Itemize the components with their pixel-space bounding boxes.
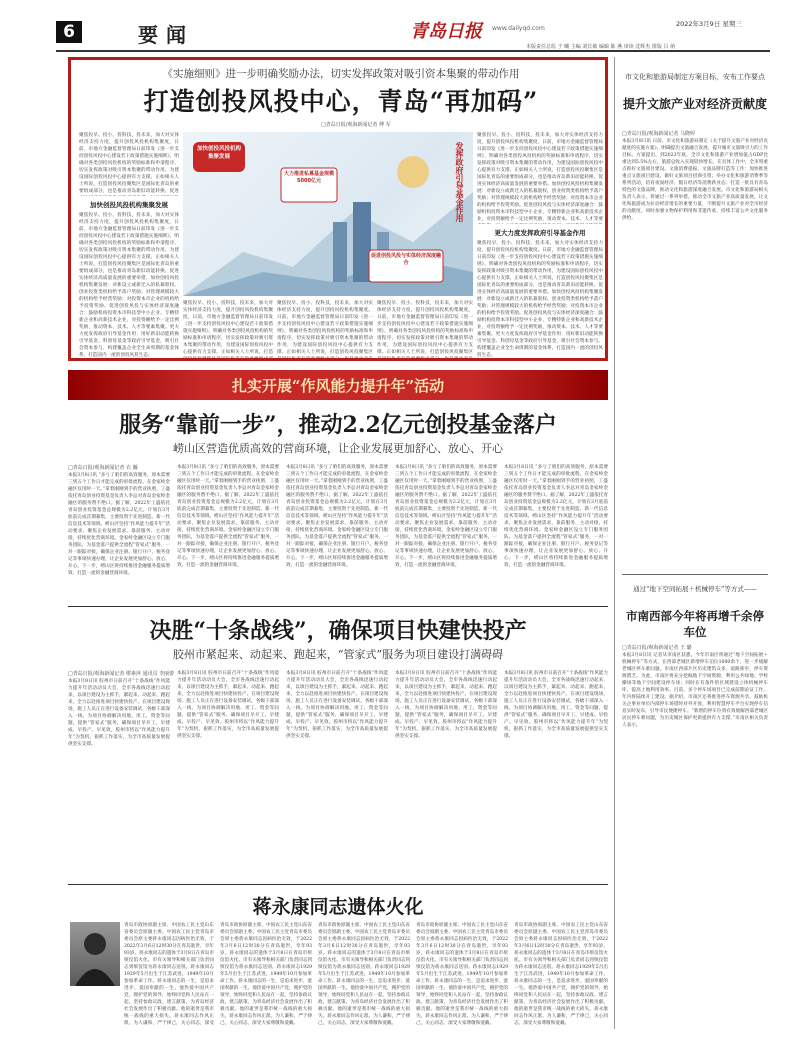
- sidebar2-byline: □青岛日报/观海新闻记者 王 璐: [622, 645, 692, 651]
- main-body-col2c: 聚焦投早、投小、投科技，投未来，加大对实体经济支持力度，提升创投风投机构集聚度。日前，市地方金融监督管理局日前印发《进一步支持创投风投中心建设若干政策措施实施细则》，明确对各类创投风投机构的奖励标准和申请程序，切实发挥政策对吸引资本集聚的带动作用，为建设国际创投风投中心提供有力支撑。正如相关人士所说，打造创投风投聚集区: [377, 301, 473, 355]
- obituary-headline: 蒋永康同志遗体火化: [252, 896, 424, 918]
- story2-col3: 本报3月8日讯 “多亏了咱们的高效服务，原本需要三到五个工作日才能完成的审批流程，在金家岭金融区仅用时一天。”拿着刚刚到手的营业执照，工盛依托青岛创业投资基金负责人李总对青岛金家岭金融区的服务赞不绝口。据了解，2022年工盛依托青岛创业投资基金总规模为2.2亿元，计划在3月底前完成首期募集，主要投资于先进制造、新一代信息技术等领域。崂山区坚持“作风能力提升年”活动要求，聚焦企业发展需求，靠前服务、主动对接，持续优化营商环境。金家岭金融区设立专门服务团队，为基金落户提供全流程“管家式”服务，一对一跟踪对接，确保企业注册、银行开户、税务登记等事项快速办理，让企业发展更加舒心、放心、开心。下一步，崂山区将持续推进金融服务提质增效，打造一流的金融营商环境。: [286, 465, 388, 568]
- main-subhead-1: 加快创投风投机构集聚发展: [90, 201, 168, 209]
- story3-col3: 本报3月8日讯 胶州市日前召开“十条战线”作风能力提升年活动动员大会，全市各战线迅速行动起来，以项目建设为主抓手，紧起来、动起来、跑起来，全力以赴推进项目快建快投产。在项目建设现场，施工人员正在进行设备安装调试，各级干部深入一线，为项目协调解决用地、用工、资金等问题，提供“管家式”服务，确保项目早开工、早建成、早投产、早见效。胶州市将以“作风能力提升年”为契机，狠抓工作落实，为全市高质量发展提供坚实支撑。: [286, 671, 388, 739]
- obituary-portrait: [70, 922, 120, 986]
- story3-col1: 本报3月8日讯 胶州市日前召开“十条战线”作风能力提升年活动动员大会，全市各战线迅速行动起来，以项目建设为主抓手，紧起来、动起来、跑起来，全力以赴推进项目快建快投产。在项目建设现场，施工人员正在进行设备安装调试，各级干部深入一线，为项目协调解决用地、用工、资金等问题，提供“管家式”服务，确保项目早开工、早建成、早投产、早见效。胶州市将以“作风能力提升年”为契机，狠抓工作落实，为全市高质量发展提供坚实支撑。: [68, 679, 170, 747]
- sidebar1-headline: 提升文旅产业对经济贡献度: [622, 97, 767, 111]
- sidebar2-headline: 市南西部今年将再增千余停车位: [626, 609, 764, 639]
- story3-col2: 本报3月8日讯 胶州市日前召开“十条战线”作风能力提升年活动动员大会，全市各战线迅速行动起来，以项目建设为主抓手，紧起来、动起来、跑起来，全力以赴推进项目快建快投产。在项目建设现场，施工人员正在进行设备安装调试，各级干部深入一线，为项目协调解决用地、用工、资金等问题，提供“管家式”服务，确保项目早开工、早建成、早投产、早见效。胶州市将以“作风能力提升年”为契机，狠抓工作落实，为全市高质量发展提供坚实支撑。: [177, 671, 279, 739]
- story2-col4: 本报3月8日讯 “多亏了咱们的高效服务，原本需要三到五个工作日才能完成的审批流程，在金家岭金融区仅用时一天。”拿着刚刚到手的营业执照，工盛依托青岛创业投资基金负责人李总对青岛金家岭金融区的服务赞不绝口。据了解，2022年工盛依托青岛创业投资基金总规模为2.2亿元，计划在3月底前完成首期募集，主要投资于先进制造、新一代信息技术等领域。崂山区坚持“作风能力提升年”活动要求，聚焦企业发展需求，靠前服务、主动对接，持续优化营商环境。金家岭金融区设立专门服务团队，为基金落户提供全流程“管家式”服务，一对一跟踪对接，确保企业注册、银行开户、税务登记等事项快速办理，让企业发展更加舒心、放心、开心。下一步，崂山区将持续推进金融服务提质增效，打造一流的金融营商环境。: [395, 465, 497, 568]
- main-body-col3: 聚焦投早、投小、投科技，投未来，加大对实体经济支持力度，提升创投风投机构集聚度。日前，市地方金融监督管理局日前印发《进一步支持创投风投中心建设若干政策措施实施细则》，明确对各类创投风投机构的奖励标准和申请程序，切实发挥政策对吸引资本集聚的带动作用，为建设国际创投风投中心提供有力支撑。正如相关人士所说，打造创投风投聚集区是国际化青岛的重要组成部分，也是推动青岛新旧动能转换、促进实体经济高质量发展的重要举措。加快创投风投机构集聚发展：对新设立或新迁入的私募股权、创业投资类机构给予落户奖励；对管理规模较大的机构给予经营奖励；对投资本市企业的机构给予投资奖励。促进创投风投与实体经济深度融合：鼓励机构投资本市科技型中小企业、专精特新企业和高新技术企业，对投资额给予一定比例奖励，推动资本、技术、人才等要: [477, 133, 603, 222]
- masthead: [56, 15, 770, 55]
- story2-rule: [68, 606, 608, 607]
- story2-subheadline: 崂山区营造优质高效的营商环境，让企业发展更加舒心、放心、开心: [173, 442, 503, 455]
- sidebar2-kicker: 通过“地下空间拓展＋机械停车”等方式——: [633, 585, 757, 593]
- obituary-col2: 青岛市政协原副主席、中国农工民主党山东省委员会原副主委、中国农工民主党青岛市委员会原主委蒋永康同志因病医治无效，于2022年3月6日12时30分在青岛逝世，享年93岁。蒋永康同志的遗体于3月8日在青岛市殡仪馆火化。市有关领导和相关部门负责同志到殡仪馆为蒋永康同志送别。蒋永康同志1929年5月出生于江苏武进，1949年10月参加革命工作。蒋永康同志的一生，是追求进步、爱国奉献的一生。他热爱中国共产党，拥护党的领导，始终同党和人民站在一起，坚持参政议政、建言献策，为青岛经济社会发展作出了积极贡献。他的逝世是我市统一战线的重大损失。蒋永康同志作风正派、为人谦和，严于律己，关心同志，深受大家尊敬和爱戴。: [220, 923, 312, 1026]
- main-graphic: [183, 132, 473, 296]
- sidebar-rule: [622, 574, 768, 575]
- story2-col5: 本报3月8日讯 “多亏了咱们的高效服务，原本需要三到五个工作日才能完成的审批流程，在金家岭金融区仅用时一天。”拿着刚刚到手的营业执照，工盛依托青岛创业投资基金负责人李总对青岛金家岭金融区的服务赞不绝口。据了解，2022年工盛依托青岛创业投资基金总规模为2.2亿元，计划在3月底前完成首期募集，主要投资于先进制造、新一代信息技术等领域。崂山区坚持“作风能力提升年”活动要求，聚焦企业发展需求，靠前服务、主动对接，持续优化营商环境。金家岭金融区设立专门服务团队，为基金落户提供全流程“管家式”服务，一对一跟踪对接，确保企业注册、银行开户、税务登记等事项快速办理，让企业发展更加舒心、放心、开心。下一步，崂山区将持续推进金融服务提质增效，打造一流的金融营商环境。: [504, 465, 608, 568]
- story3-byline: □青岛日报/观海新闻记者 缪素萍 通讯员 李丽蕾: [68, 671, 175, 677]
- issue-date: 2022年3月9日 星期三: [676, 20, 742, 28]
- obituary-col5: 青岛市政协原副主席、中国农工民主党山东省委员会原副主委、中国农工民主党青岛市委员会原主委蒋永康同志因病医治无效，于2022年3月6日12时30分在青岛逝世，享年93岁。蒋永康同志的遗体于3月8日在青岛市殡仪馆火化。市有关领导和相关部门负责同志到殡仪馆为蒋永康同志送别。蒋永康同志1929年5月出生于江苏武进，1949年10月参加革命工作。蒋永康同志的一生，是追求进步、爱国奉献的一生。他热爱中国共产党，拥护党的领导，始终同党和人民站在一起，坚持参政议政、建言献策，为青岛经济社会发展作出了积极贡献。他的逝世是我市统一战线的重大损失。蒋永康同志作风正派、为人谦和，严于律己，关心同志，深受大家尊敬和爱戴。: [514, 923, 608, 1026]
- graphic-label-2: 大力推进私募基金规模5000亿元: [283, 171, 334, 184]
- main-kicker: 《实施细则》进一步明确奖励办法，切实发挥政策对吸引资本集聚的带动作用: [162, 68, 520, 80]
- sidebar1-kicker: 市文化和旅游局制定方案目标，安布工作要点: [625, 73, 765, 81]
- sidebar1-byline: □青岛日报/观海新闻记者 马晓婷: [622, 131, 695, 137]
- main-headline: 打造创投风投中心，青岛“再加码”: [143, 87, 539, 116]
- story2-byline: □青岛日报/观海新闻记者 衣 瀚: [68, 465, 138, 471]
- obituary-col4: 青岛市政协原副主席、中国农工民主党山东省委员会原副主委、中国农工民主党青岛市委员会原主委蒋永康同志因病医治无效，于2022年3月6日12时30分在青岛逝世，享年93岁。蒋永康同志的遗体于3月8日在青岛市殡仪馆火化。市有关领导和相关部门负责同志到殡仪馆为蒋永康同志送别。蒋永康同志1929年5月出生于江苏武进，1949年10月参加革命工作。蒋永康同志的一生，是追求进步、爱国奉献的一生。他热爱中国共产党，拥护党的领导，始终同党和人民站在一起，坚持参政议政、建言献策，为青岛经济社会发展作出了积极贡献。他的逝世是我市统一战线的重大损失。蒋永康同志作风正派、为人谦和，严于律己，关心同志，深受大家尊敬和爱戴。: [416, 923, 508, 1026]
- portrait-silhouette: [70, 922, 120, 986]
- main-story: [68, 57, 608, 361]
- story2-headline: 服务“靠前一步”，推动2.2亿元创投基金落户: [119, 412, 557, 438]
- main-body-col2a: 聚焦投早、投小、投科技，投未来，加大对实体经济支持力度，提升创投风投机构集聚度。日前，市地方金融监督管理局日前印发《进一步支持创投风投中心建设若干政策措施实施细则》，明确对各类创投风投机构的奖励标准和申请程序，切实发挥政策对吸引资本集聚的带动作用，为建设国际创投风投中心提供有力支撑。正如相关人士所说，打造: [183, 301, 273, 355]
- main-body-col1b: 聚焦投早、投小、投科技，投未来，加大对实体经济支持力度，提升创投风投机构集聚度。日前，市地方金融监督管理局日前印发《进一步支持创投风投中心建设若干政策措施实施细则》，明确对各类创投风投机构的奖励标准和申请程序，切实发挥政策对吸引资本集聚的带动作用，为建设国际创投风投中心提供有力支撑。正如相关人士所说，打造创投风投聚集区是国际化青岛的重要组成部分，也是推动青岛新旧动能转换、促进实体经济高质量发展的重要举措。加快创投风投机构集聚发展：对新设立或新迁入的私募股权、创业投资类机构给予落户奖励；对管理规模较大的机构给予经营奖励；对投资本市企业的机构给予投资奖励。促进创投风投与实体经济深度融合：鼓励机构投资本市科技型中小企业、专精特新企业和高新技术企业，对投资额给予一定比例奖励，推动资本、技术、人才等要素集聚。更大力度发挥政府引导基金作用：用好新旧动能转换引导基金、科创母基金等政府引导基金，吸引社会资本参与，构建覆盖企业全生命周期的基金体系，打造国内一流的创投风投生态。: [79, 213, 179, 358]
- story3-rule: [68, 884, 608, 885]
- story3-headline: 决胜“十条战线”，确保项目快建快投产: [149, 618, 527, 644]
- graphic-vertical-title: 发挥政府引导基金作用: [455, 142, 465, 222]
- sidebar-divider: [614, 57, 615, 1029]
- newspaper-logo: 青岛日报: [410, 21, 482, 42]
- campaign-banner: [68, 370, 608, 400]
- page-number: 6: [56, 21, 82, 43]
- sidebar1-body: 本报3月8日讯 日前，市文化和旅游局制定《关于提升文旅产业对经济贡献度的实施方案》，明确提出文旅融合发展、提升城市文旅吸引力的工作目标。方案提出，到2022年底，全市文化和旅游产业增加值占GDP比重达到5.5%左右，旅游总收入实现较快增长。在具体工作中，全市将重点抓好文旅项目建设、文旅消费提振、文旅品牌打造等工作：加快推进重点文旅项目建设，做好文旅项目招商引资；举办文化和旅游消费季等系列活动，培育夜间经济、假日经济等消费新业态；打造一批具有青岛特色的文旅品牌，推动文化和旅游深度融合发展。市文化和旅游局相关负责人表示，将通过一系列举措，推动全市文旅产业高质量发展，让文化和旅游成为拉动经济增长的重要力量，不断提升文旅产业对全市经济的贡献度。同时加强文物保护利用和非遗传承，持续丰富公共文化服务供给。: [622, 139, 768, 221]
- obituary-col3: 青岛市政协原副主席、中国农工民主党山东省委员会原副主委、中国农工民主党青岛市委员会原主委蒋永康同志因病医治无效，于2022年3月6日12时30分在青岛逝世，享年93岁。蒋永康同志的遗体于3月8日在青岛市殡仪馆火化。市有关领导和相关部门负责同志到殡仪馆为蒋永康同志送别。蒋永康同志1929年5月出生于江苏武进，1949年10月参加革命工作。蒋永康同志的一生，是追求进步、爱国奉献的一生。他热爱中国共产党，拥护党的领导，始终同党和人民站在一起，坚持参政议政、建言献策，为青岛经济社会发展作出了积极贡献。他的逝世是我市统一战线的重大损失。蒋永康同志作风正派、为人谦和，严于律己，关心同志，深受大家尊敬和爱戴。: [318, 923, 410, 1026]
- story2-col1: 本报3月8日讯 “多亏了咱们的高效服务，原本需要三到五个工作日才能完成的审批流程，在金家岭金融区仅用时一天。”拿着刚刚到手的营业执照，工盛依托青岛创业投资基金负责人李总对青岛金家岭金融区的服务赞不绝口。据了解，2022年工盛依托青岛创业投资基金总规模为2.2亿元，计划在3月底前完成首期募集，主要投资于先进制造、新一代信息技术等领域。崂山区坚持“作风能力提升年”活动要求，聚焦企业发展需求，靠前服务、主动对接，持续优化营商环境。金家岭金融区设立专门服务团队，为基金落户提供全流程“管家式”服务，一对一跟踪对接，确保企业注册、银行开户、税务登记等事项快速办理，让企业发展更加舒心、放心、开心。下一步，崂山区将持续推进金融服务提质增效，打造一流的金融营商环境。: [68, 473, 170, 576]
- story3-subheadline: 胶州市紧起来、动起来、跑起来，“管家式”服务为项目建设打满碍碍: [172, 648, 504, 661]
- main-byline: □青岛日报/观海新闻记者 傅 军: [321, 122, 391, 128]
- main-subhead-3: 更大力度发挥政府引导基金作用: [494, 229, 586, 237]
- main-body-col3b: 聚焦投早、投小、投科技，投未来，加大对实体经济支持力度，提升创投风投机构集聚度。日前，市地方金融监督管理局日前印发《进一步支持创投风投中心建设若干政策措施实施细则》，明确对各类创投风投机构的奖励标准和申请程序，切实发挥政策对吸引资本集聚的带动作用，为建设国际创投风投中心提供有力支撑。正如相关人士所说，打造创投风投聚集区是国际化青岛的重要组成部分，也是推动青岛新旧动能转换、促进实体经济高质量发展的重要举措。加快创投风投机构集聚发展：对新设立或新迁入的私募股权、创业投资类机构给予落户奖励；对管理规模较大的机构给予经营奖励；对投资本市企业的机构给予投资奖励。促进创投风投与实体经济深度融合：鼓励机构投资本市科技型中小企业、专精特新企业和高新技术企业，对投资额给予一定比例奖励，推动资本、技术、人才等要素集聚。更大力度发挥政府引导基金作用：用好新旧动能转换引导基金、科创母基金等政府引导基金，吸引社会资本参与，构建覆盖企业全生命周期的基金体系，打造国内一流的创投风投生态。: [477, 241, 603, 358]
- campaign-banner-label: 扎实开展“作风能力提升年”活动: [231, 377, 445, 395]
- graphic-label-1: 加快创投风投机构集聚发展: [196, 146, 241, 160]
- graphic-label-3: 促进创投风投与实体经济深度融合: [371, 253, 442, 266]
- section-title: 要闻: [138, 23, 194, 47]
- main-body-col2b: 聚焦投早、投小、投科技，投未来，加大对实体经济支持力度，提升创投风投机构集聚度。日前，市地方金融监督管理局日前印发《进一步支持创投风投中心建设若干政策措施实施细则》，明确对各类创投风投机构的奖励标准和申请程序，切实发挥政策对吸引资本集聚的带动作用，为建设国际创投风投中心提供有力支撑。正如相关人士所说，打造创投风投聚集区: [277, 301, 373, 355]
- editor-credits: 本版责任总监 于 曦 主编 刘长敏 编辑 陈 燕 审读 沈辉杰 排版 吕 萌: [526, 44, 676, 50]
- story2-col2: 本报3月8日讯 “多亏了咱们的高效服务，原本需要三到五个工作日才能完成的审批流程，在金家岭金融区仅用时一天。”拿着刚刚到手的营业执照，工盛依托青岛创业投资基金负责人李总对青岛金家岭金融区的服务赞不绝口。据了解，2022年工盛依托青岛创业投资基金总规模为2.2亿元，计划在3月底前完成首期募集，主要投资于先进制造、新一代信息技术等领域。崂山区坚持“作风能力提升年”活动要求，聚焦企业发展需求，靠前服务、主动对接，持续优化营商环境。金家岭金融区设立专门服务团队，为基金落户提供全流程“管家式”服务，一对一跟踪对接，确保企业注册、银行开户、税务登记等事项快速办理，让企业发展更加舒心、放心、开心。下一步，崂山区将持续推进金融服务提质增效，打造一流的金融营商环境。: [177, 465, 279, 568]
- story3-col5: 本报3月8日讯 胶州市日前召开“十条战线”作风能力提升年活动动员大会，全市各战线迅速行动起来，以项目建设为主抓手，紧起来、动起来、跑起来，全力以赴推进项目快建快投产。在项目建设现场，施工人员正在进行设备安装调试，各级干部深入一线，为项目协调解决用地、用工、资金等问题，提供“管家式”服务，确保项目早开工、早建成、早投产、早见效。胶州市将以“作风能力提升年”为契机，狠抓工作落实，为全市高质量发展提供坚实支撑。: [504, 671, 608, 739]
- masthead-rule: [56, 50, 770, 52]
- obituary-col1: 青岛市政协原副主席、中国农工民主党山东省委员会原副主委、中国农工民主党青岛市委员会原主委蒋永康同志因病医治无效，于2022年3月6日12时30分在青岛逝世，享年93岁。蒋永康同志的遗体于3月8日在青岛市殡仪馆火化。市有关领导和相关部门负责同志到殡仪馆为蒋永康同志送别。蒋永康同志1929年5月出生于江苏武进，1949年10月参加革命工作。蒋永康同志的一生，是追求进步、爱国奉献的一生。他热爱中国共产党，拥护党的领导，始终同党和人民站在一起，坚持参政议政、建言献策，为青岛经济社会发展作出了积极贡献。他的逝世是我市统一战线的重大损失。蒋永康同志作风正派、为人谦和，严于律己，关心同志，深受: [124, 923, 214, 1026]
- main-body-col1: 聚焦投早、投小、投科技，投未来，加大对实体经济支持力度，提升创投风投机构集聚度。日前，市地方金融监督管理局日前印发《进一步支持创投风投中心建设若干政策措施实施细则》，明确对各类创投风投机构的奖励标准和申请程序，切实发挥政策对吸引资本集聚的带动作用，为建设国际创投风投中心提供有力支撑。正如相关人士所说，打造创投风投聚集区是国际化青岛的重要组成部分，也是推动青岛新旧动能转换、促进: [79, 133, 179, 194]
- story3-col4: 本报3月8日讯 胶州市日前召开“十条战线”作风能力提升年活动动员大会，全市各战线迅速行动起来，以项目建设为主抓手，紧起来、动起来、跑起来，全力以赴推进项目快建快投产。在项目建设现场，施工人员正在进行设备安装调试，各级干部深入一线，为项目协调解决用地、用工、资金等问题，提供“管家式”服务，确保项目早开工、早建成、早投产、早见效。胶州市将以“作风能力提升年”为契机，狠抓工作落实，为全市高质量发展提供坚实支撑。: [395, 671, 497, 739]
- site-url: www.dailyqd.com: [492, 25, 545, 32]
- sidebar2-body: 本报3月8日讯 记者从市南区获悉，今年市南区将通过“地下空间拓展＋机械停车”等方式，在西部老城区新增停车泊位1000余个，进一步缓解老城区停车难问题。市南区西部片区历史建筑众多，道路狭窄，停车资源匮乏。为此，市南区将充分挖掘地下空间资源，利用公共绿地、学校操场等地下空间建设停车场；同时在有条件的区域建设立体机械停车库，提高土地利用效率。目前，多个停车场项目已完成前期论证工作，年内将陆续开工建设。据介绍，市南区还将推进停车资源共享，鼓励机关企事业单位内部停车场错时对外开放，利用智慧停车平台实现停车信息实时发布，引导市民便捷停车。“新增的停车位将有效缓解西部老城区居民停车难问题，为历史城区保护更新提供有力支撑。”市南区相关负责人表示。: [622, 653, 768, 728]
